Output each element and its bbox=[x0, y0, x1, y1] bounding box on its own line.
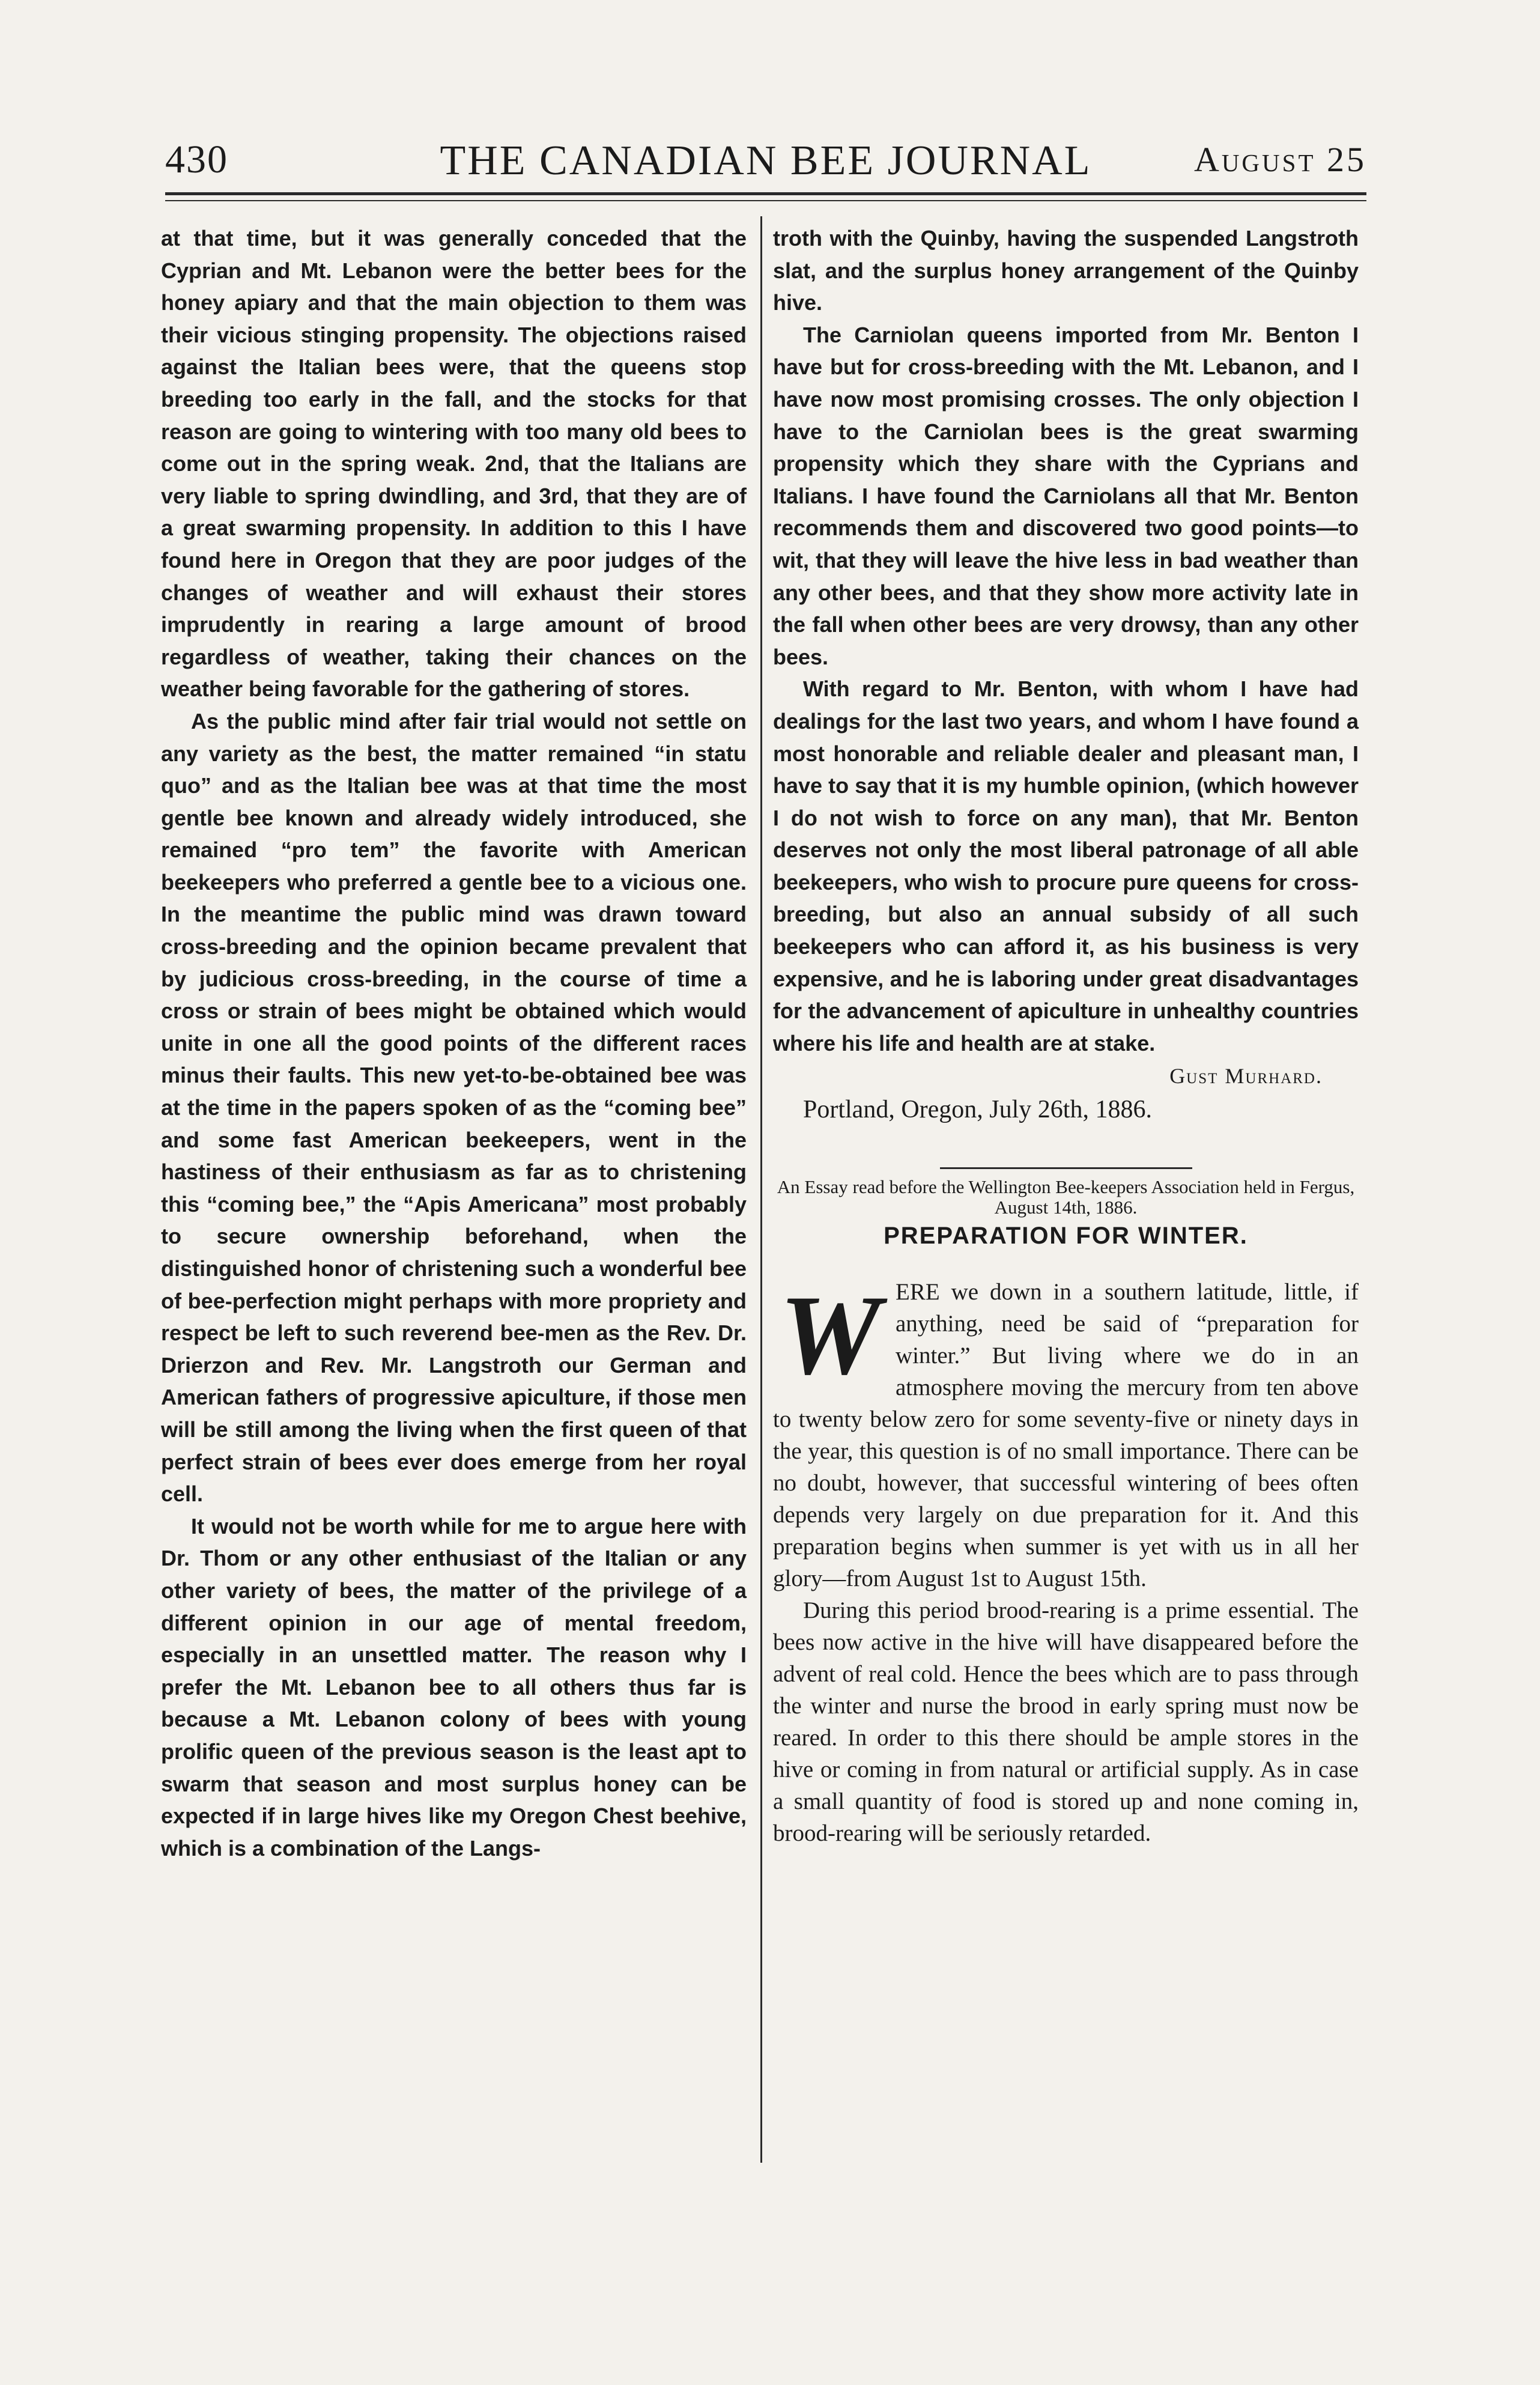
paragraph: During this period brood-rearing is a prime essential. The bees now active in the hive will have disappeared before the advent of real cold. Hence the bees which are to pass through the winter and nurse the brood in early spring must now be reared. In order to this there should be ample stores in the hive or coming in from natural or artificial supply. As in case a small quantity of food is stored up and none coming in, brood-rearing will be seriously retarded. bbox=[773, 1597, 1359, 1847]
drop-cap: W bbox=[779, 1272, 881, 1399]
right-column bbox=[773, 222, 1359, 1849]
paragraph: at that time, but it was generally conceded that the Cyprian and Mt. Lebanon were the better bees for the honey apiary and that the main objection to them was their vicious stinging propensity. The objections raised against the Italian bees were, that the queens stop breeding too early in the fall, and the stocks for that reason are going to wintering with too many old bees to come out in the spring weak. 2nd, that the Italians are very liable to spring dwindling, and 3rd, that they are of a great swarming propensity. In addition to this I have found here in Oregon that they are poor judges of the changes of weather and will exhaust their stores imprudently in rearing a large amount of brood regardless of weather, taking their chances on the weather being favorable for the gathering of stores. bbox=[161, 226, 747, 702]
essay-opening bbox=[773, 1272, 1359, 1594]
paragraph: As the public mind after fair trial would not settle on any variety as the best, the matter remained “in statu quo” and as the Italian bee was at that time the most gentle bee known and already widely introduced, she remained “pro tem” the favorite with American beekeepers who preferred a gentle bee to a vicious one. In the meantime the public mind was drawn toward cross-breeding and the opinion became prevalent that by judicious cross-breeding, in the course of time a cross or strain of bees might be obtained which would unite in one all the good points of the different races minus their faults. This new yet-to-be-obtained bee was at the time in the papers spoken of as the “coming bee” and some fast American beekeepers, went in the hastiness of their enthusiasm as far as to christening this “coming bee,” the “Apis Americana” most probably to secure ownership beforehand, when the distinguished honor of christening such a wonderful bee of bee-perfection might perhaps with more propriety and respect be left to such reverend bee-men as the Rev. Dr. Drierzon and Rev. Mr. Langstroth our German and American fathers of progressive apiculture, if those men will be still among the living when the first queen of that perfect strain of bees ever does emerge from her royal cell. bbox=[161, 708, 747, 1507]
page-number: 430 bbox=[165, 138, 228, 181]
journal-title: THE CANADIAN BEE JOURNAL bbox=[440, 138, 1092, 184]
page-header bbox=[165, 137, 1366, 191]
section-title: PREPARATION FOR WINTER. bbox=[884, 1222, 1248, 1249]
essay-note: An Essay read before the Wellington Bee-keepers Association held in Fergus, August 14th, 1886. bbox=[777, 1176, 1355, 1218]
paragraph: The Carniolan queens imported from Mr. Benton I have but for cross-breeding with the Mt. Lebanon, and I have now most promising crosses. The only objection I have to the Carniolan bees is the great swarming propensity which they share with the Cyprians and Italians. I have found the Carniolans all that Mr. Benton recommends them and discovered two good points—to wit, that they will leave the hive less in bad weather than any other bees, and that they show more activity late in the fall when other bees are very drowsy, than any other bees. bbox=[773, 322, 1359, 669]
column-divider bbox=[760, 216, 762, 2163]
paragraph: troth with the Quinby, having the suspended Langstroth slat, and the surplus honey arrangement of the Quinby hive. bbox=[773, 226, 1359, 315]
paragraph: ERE we down in a southern latitude, little, if anything, need be said of “preparation for winter.” But living where we do in an atmosphere moving the mercury from ten above to twenty below zero for some seventy-five or ninety days in the year, this question is of no small importance. There can be no doubt, however, that successful wintering of bees often depends very largely on due preparation for it. And this preparation begins when summer is yet with us in all her glory—from August 1st to August 15th. bbox=[773, 1279, 1359, 1592]
issue-date: August 25 bbox=[1193, 140, 1366, 179]
header-rule bbox=[165, 192, 1366, 195]
header-rule-thin bbox=[165, 200, 1366, 201]
left-column bbox=[161, 222, 747, 1864]
section-divider-ornament bbox=[773, 1150, 1359, 1156]
place-date: Portland, Oregon, July 26th, 1886. bbox=[803, 1096, 1152, 1124]
essay-body bbox=[773, 1272, 1359, 1849]
paragraph: It would not be worth while for me to argue here with Dr. Thom or any other enthusiast of the Italian or any other variety of bees, the matter of the privilege of a different opinion in our age of mental freedom, especially in an unsettled matter. The reason why I prefer the Mt. Lebanon bee to all others thus far is because a Mt. Lebanon colony of bees with young prolific queen of the previous season is the least apt to swarm that season and most surplus honey can be expected if in large hives like my Oregon Chest beehive, which is a combination of the Langs- bbox=[161, 1513, 747, 1861]
paragraph: With regard to Mr. Benton, with whom I have had dealings for the last two years, and whom I have found a most honorable and reliable dealer and pleasant man, I have to say that it is my humble opinion, (which however I do not wish to force on any man), that Mr. Benton deserves not only the most liberal patronage of all able beekeepers, who wish to procure pure queens for cross-breeding, but also an annual subsidy of all such beekeepers who can afford it, as his business is very expensive, and he is laboring under great disadvantages for the advancement of apiculture in unhealthy countries where his life and health are at stake. bbox=[773, 676, 1359, 1056]
author-signature: Gust Murhard. bbox=[1169, 1064, 1323, 1089]
